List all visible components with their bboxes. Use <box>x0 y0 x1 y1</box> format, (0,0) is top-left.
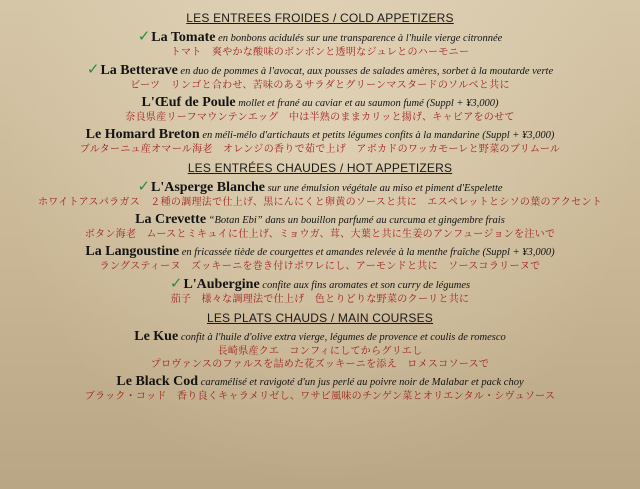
dish-japanese: ビーツ リンゴと合わせ、苦味のあるサラダとグリーンマスタードのソルベと共に <box>130 80 510 91</box>
leaf-check-icon: ✓ <box>137 27 151 45</box>
menu-item <box>0 212 640 241</box>
section-cold-appetizers <box>0 10 640 156</box>
dish-japanese: プロヴァンスのファルスを詰めた花ズッキーニを添え ロメスコソースで <box>150 359 490 370</box>
dish-name: La Crevette <box>135 212 207 227</box>
dish-name: Le Black Cod <box>116 374 199 389</box>
dish-description: en bonbons acidulés sur une transparence à l'huile vierge citronnée <box>215 33 503 44</box>
menu-item <box>0 329 640 371</box>
menu-item <box>0 62 640 92</box>
leaf-check-icon: ✓ <box>137 177 151 195</box>
dish-description: confite aux fins aromates et son curry de légumes <box>259 280 471 291</box>
section-heading: LES ENTRÉES CHAUDES / HOT APPETIZERS <box>187 161 453 175</box>
menu-item <box>0 276 640 306</box>
menu-item <box>0 374 640 403</box>
dish-description: sur une émulsion végétale au miso et piment d'Espelette <box>264 183 503 194</box>
dish-description: en fricassée tiède de courgettes et amandes relevée à la menthe fraîche (Suppl + ¥3,000) <box>179 247 555 258</box>
section-hot-appetizers <box>0 160 640 306</box>
dish-japanese: トマト 爽やかな酸味のボンボンと透明なジュレとのハーモニー <box>170 47 470 58</box>
dish-name: Le Homard Breton <box>85 127 200 142</box>
dish-japanese: ボタン海老 ムースとミキュイに仕上げ、ミョウガ、茸、大葉と共に生姜のアンフュージョンを注いで <box>84 229 556 240</box>
dish-japanese: ブルターニュ産オマール海老 オレンジの香りで茹で上げ アボカドのワッカモーレと野菜のブリムール <box>79 144 561 155</box>
menu-item <box>0 244 640 273</box>
dish-description: en méli-mélo d'artichauts et petits légumes confits à la mandarine (Suppl + ¥3,000) <box>199 130 555 141</box>
menu-item <box>0 179 640 209</box>
dish-description: “Botan Ebi” dans un bouillon parfumé au curcuma et gingembre frais <box>206 215 505 226</box>
section-main-courses <box>0 310 640 403</box>
dish-name: La Langoustine <box>85 244 180 259</box>
dish-name: L'Œuf de Poule <box>141 95 236 110</box>
section-heading: LES ENTREES FROIDES / COLD APPETIZERS <box>186 11 454 25</box>
dish-description: caramélisé et ravigoté d'un jus perlé au poivre noir de Malabar et pack choy <box>198 377 524 388</box>
dish-japanese: ブラック・コッド 香り良くキャラメリゼし、ワサビ風味のチンゲン菜とオリエンタル・シヴュソース <box>84 391 556 402</box>
dish-japanese: ラングスティーヌ ズッキーニを巻き付けポワレにし、アーモンドと共に ソースコラリーヌで <box>99 261 541 272</box>
dish-description: en duo de pommes à l'avocat, aux pousses de salades amères, sorbet à la moutarde verte <box>177 66 554 77</box>
menu-item <box>0 95 640 124</box>
dish-name: L'Asperge Blanche <box>151 180 265 195</box>
menu-item <box>0 127 640 156</box>
dish-name: L'Aubergine <box>183 277 260 292</box>
menu-item <box>0 29 640 59</box>
leaf-check-icon: ✓ <box>86 60 100 78</box>
dish-description: mollet et frané au caviar et au saumon fumé (Suppl + ¥3,000) <box>235 98 499 109</box>
dish-name: La Betterave <box>100 63 178 78</box>
dish-japanese: 長崎県産クエ コンフィにしてからグリエし <box>217 346 423 357</box>
dish-japanese: 奈良県産リーフマウンテンエッグ 中は半熟のままカリッと揚げ、キャビアをのせて <box>125 112 515 123</box>
dish-name: La Tomate <box>151 30 216 45</box>
dish-description: confit à l'huile d'olive extra vierge, légumes de provence et coulis de romesco <box>178 332 506 343</box>
dish-japanese: 茄子 様々な調理法で仕上げ 色とりどりな野菜のクーリと共に <box>170 294 470 305</box>
section-heading: LES PLATS CHAUDS / MAIN COURSES <box>206 311 434 325</box>
dish-japanese: ホワイトアスパラガス ２種の調理法で仕上げ、黒にんにくと卵黄のソースと共に エスペレットとシソの葉のアクセント <box>38 197 602 208</box>
leaf-check-icon: ✓ <box>169 274 183 292</box>
dish-name: Le Kue <box>134 329 179 344</box>
